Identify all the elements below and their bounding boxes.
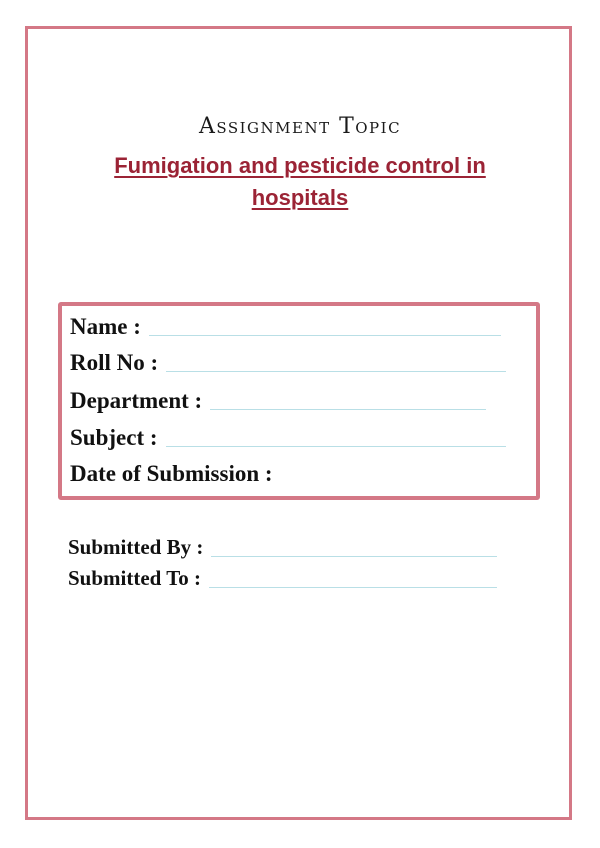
submitted-by-fill-line[interactable] bbox=[211, 534, 497, 557]
assignment-heading: Assignment Topic bbox=[198, 114, 402, 139]
assignment-topic-title: Fumigation and pesticide control in hospitals bbox=[114, 153, 486, 210]
subject-fill-line[interactable] bbox=[166, 424, 506, 447]
name-label: Name : bbox=[70, 314, 141, 339]
department-fill-line[interactable] bbox=[210, 387, 486, 410]
roll-no-fill-line[interactable] bbox=[166, 349, 506, 372]
submitted-to-fill-line[interactable] bbox=[209, 565, 497, 588]
submitted-to-label: Submitted To : bbox=[68, 566, 202, 590]
department-label: Department : bbox=[70, 388, 203, 413]
date-of-submission-field bbox=[70, 457, 273, 487]
name-fill-line[interactable] bbox=[149, 313, 501, 336]
date-of-submission-label: Date of Submission : bbox=[70, 461, 273, 486]
name-field bbox=[70, 310, 501, 340]
submitted-by-field bbox=[68, 532, 497, 560]
subject-label: Subject : bbox=[70, 425, 158, 450]
submitted-by-label: Submitted By : bbox=[68, 535, 204, 559]
submitted-to-field bbox=[68, 563, 497, 591]
roll-no-label: Roll No : bbox=[70, 350, 159, 375]
roll-no-field bbox=[70, 346, 506, 376]
subject-field bbox=[70, 421, 506, 451]
department-field bbox=[70, 384, 486, 414]
